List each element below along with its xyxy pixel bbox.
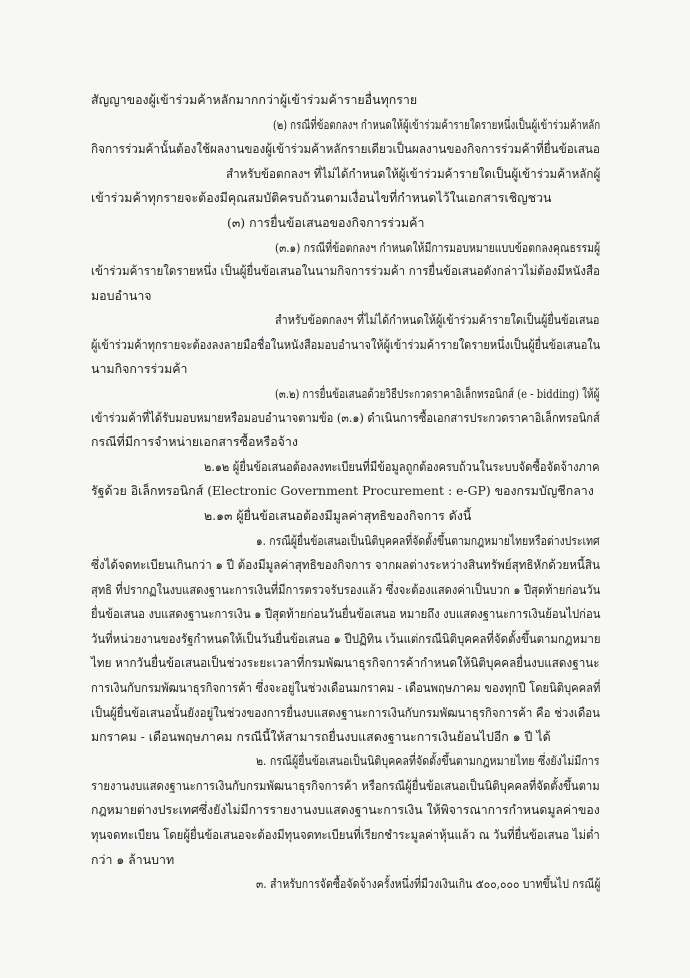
- text-line: สำหรับข้อตกลงฯ ที่ไม่ได้กำหนดให้ผู้เข้าร่วมค้ารายใดเป็นผู้เข้าร่วมค้าหลักผู้: [226, 166, 601, 181]
- text-line: เข้าร่วมค้ารายใดรายหนึ่ง เป็นผู้ยื่นข้อเสนอในนามกิจการร่วมค้า การยื่นข้อเสนอดังกล่าวไม่ต้องมีหนังสือ: [91, 263, 600, 278]
- text-line: รายงานงบแสดงฐานะการเงินกับกรมพัฒนาธุรกิจการค้า หรือกรณีผู้ยื่นข้อเสนอเป็นนิติบุคคลที่จัดตั้งขึ้นตาม: [91, 778, 600, 793]
- text-line: (๓.๒) การยื่นข้อเสนอด้วยวิธีประกวดราคาอิเล็กทรอนิกส์ (e - bidding) ให้ผู้: [275, 386, 600, 401]
- text-line: เข้าร่วมค้าทุกรายจะต้องมีคุณสมบัติครบถ้วนตามเงื่อนไขที่กำหนดไว้ในเอกสารเชิญชวน: [91, 190, 552, 205]
- text-line: กิจการร่วมค้านั้นต้องใช้ผลงานของผู้เข้าร่วมค้าหลักรายเดียวเป็นผลงานของกิจการร่วมค้าที่ยื่นข้อเสนอ: [91, 141, 600, 156]
- text-line: ไทย หากวันยื่นข้อเสนอเป็นช่วงระยะเวลาที่กรมพัฒนาธุรกิจการค้ากำหนดให้นิติบุคคลยื่นงบแสดงฐานะ: [91, 655, 600, 670]
- text-line: กรณีที่มีการจำหน่ายเอกสารซื้อหรือจ้าง: [91, 434, 298, 449]
- text-line: การเงินกับกรมพัฒนาธุรกิจการค้า ซึ่งจะอยู่ในช่วงเดือนมกราคม - เดือนพฤษภาคม ของทุกปี โดยนิติบุคคลที่: [91, 680, 601, 695]
- text-line: (๓) การยื่นข้อเสนอของกิจการร่วมค้า: [227, 215, 425, 230]
- text-line: เป็นผู้ยื่นข้อเสนอนั้นยังอยู่ในช่วงของการยื่นงบแสดงฐานะการเงินกับกรมพัฒนาธุรกิจการค้า คือ ช่วงเดือน: [91, 705, 601, 720]
- text-line: (๓.๑) กรณีที่ข้อตกลงฯ กำหนดให้มีการมอบหมายแบบข้อตกลงคุณธรรมผู้: [275, 240, 601, 255]
- section-heading: ๒.๑๒ ผู้ยื่นข้อเสนอต้องลงทะเบียนที่มีข้อมูลถูกต้องครบถ้วนในระบบจัดซื้อจัดจ้างภาค: [204, 459, 600, 474]
- text-line: มกราคม - เดือนพฤษภาคม กรณีนี้ให้สามารถยื่นงบแสดงฐานะการเงินย้อนไปอีก ๑ ปี ได้: [91, 729, 551, 744]
- text-line: ๑. กรณีผู้ยื่นข้อเสนอเป็นนิติบุคคลที่จัดตั้งขึ้นตามกฎหมายไทยหรือต่างประเทศ: [256, 533, 600, 548]
- section-heading: ๒.๑๓ ผู้ยื่นข้อเสนอต้องมีมูลค่าสุทธิของกิจการ ดังนี้: [204, 508, 472, 523]
- text-line: รัฐด้วย อิเล็กทรอนิกส์ (Electronic Government Procurement : e-GP) ของกรมบัญชีกลาง: [91, 483, 594, 498]
- text-line: สัญญาของผู้เข้าร่วมค้าหลักมากกว่าผู้เข้าร่วมค้ารายอื่นทุกราย: [91, 92, 418, 107]
- text-line: ผู้เข้าร่วมค้าทุกรายจะต้องลงลายมือชื่อในหนังสือมอบอำนาจให้ผู้เข้าร่วมค้ารายใดรายหนึ่งเป็นผู้ยื่นข้อเสนอใน: [91, 337, 601, 352]
- text-line: กฎหมายต่างประเทศซึ่งยังไม่มีการรายงานงบแสดงฐานะการเงิน ให้พิจารณาการกำหนดมูลค่าของ: [91, 802, 600, 817]
- text-line: เข้าร่วมค้าที่ได้รับมอบหมายหรือมอบอำนาจตามข้อ (๓.๑) ดำเนินการซื้อเอกสารประกวดราคาอิเล็กทรอนิกส์: [91, 410, 600, 425]
- text-line: วันที่หน่วยงานของรัฐกำหนดให้เป็นวันยื่นข้อเสนอ ๑ ปีปฏิทิน เว้นแต่กรณีนิติบุคคลที่จัดตั้งขึ้นตามกฎหมาย: [91, 631, 601, 646]
- text-line: นามกิจการร่วมค้า: [91, 361, 188, 376]
- text-line: สำหรับข้อตกลงฯ ที่ไม่ได้กำหนดให้ผู้เข้าร่วมค้ารายใดเป็นผู้ยื่นข้อเสนอ: [275, 312, 600, 327]
- text-line: มอบอำนาจ: [91, 288, 152, 303]
- text-line: กว่า ๑ ล้านบาท: [91, 852, 175, 867]
- text-line: ทุนจดทะเบียน โดยผู้ยื่นข้อเสนอจะต้องมีทุนจดทะเบียนที่เรียกชำระมูลค่าหุ้นแล้ว ณ วันที่ยื่นข้อเสนอ ไม่ต่ำ: [91, 827, 600, 842]
- text-line: สุทธิ ที่ปรากฏในงบแสดงฐานะการเงินที่มีการตรวจรับรองแล้ว ซึ่งจะต้องแสดงค่าเป็นบวก ๑ ปีสุดท้ายก่อนวัน: [91, 582, 601, 597]
- text-line: ๒. กรณีผู้ยื่นข้อเสนอเป็นนิติบุคคลที่จัดตั้งขึ้นตามกฎหมายไทย ซึ่งยังไม่มีการ: [256, 753, 600, 768]
- text-line: ๓. สำหรับการจัดซื้อจัดจ้างครั้งหนึ่งที่มีวงเงินเกิน ๕๐๐,๐๐๐ บาทขึ้นไป กรณีผู้: [256, 876, 601, 891]
- text-line: ซึ่งได้จดทะเบียนเกินกว่า ๑ ปี ต้องมีมูลค่าสุทธิของกิจการ จากผลต่างระหว่างสินทรัพย์สุทธิหักด้วยหนี้สิน: [91, 557, 600, 572]
- text-line: ยื่นข้อเสนอ งบแสดงฐานะการเงิน ๑ ปีสุดท้ายก่อนวันยื่นข้อเสนอ หมายถึง งบแสดงฐานะการเงินย้อนไปก่อน: [91, 606, 601, 621]
- text-line: (๒) กรณีที่ข้อตกลงฯ กำหนดให้ผู้เข้าร่วมค้ารายใดรายหนึ่งเป็นผู้เข้าร่วมค้าหลัก: [273, 117, 601, 132]
